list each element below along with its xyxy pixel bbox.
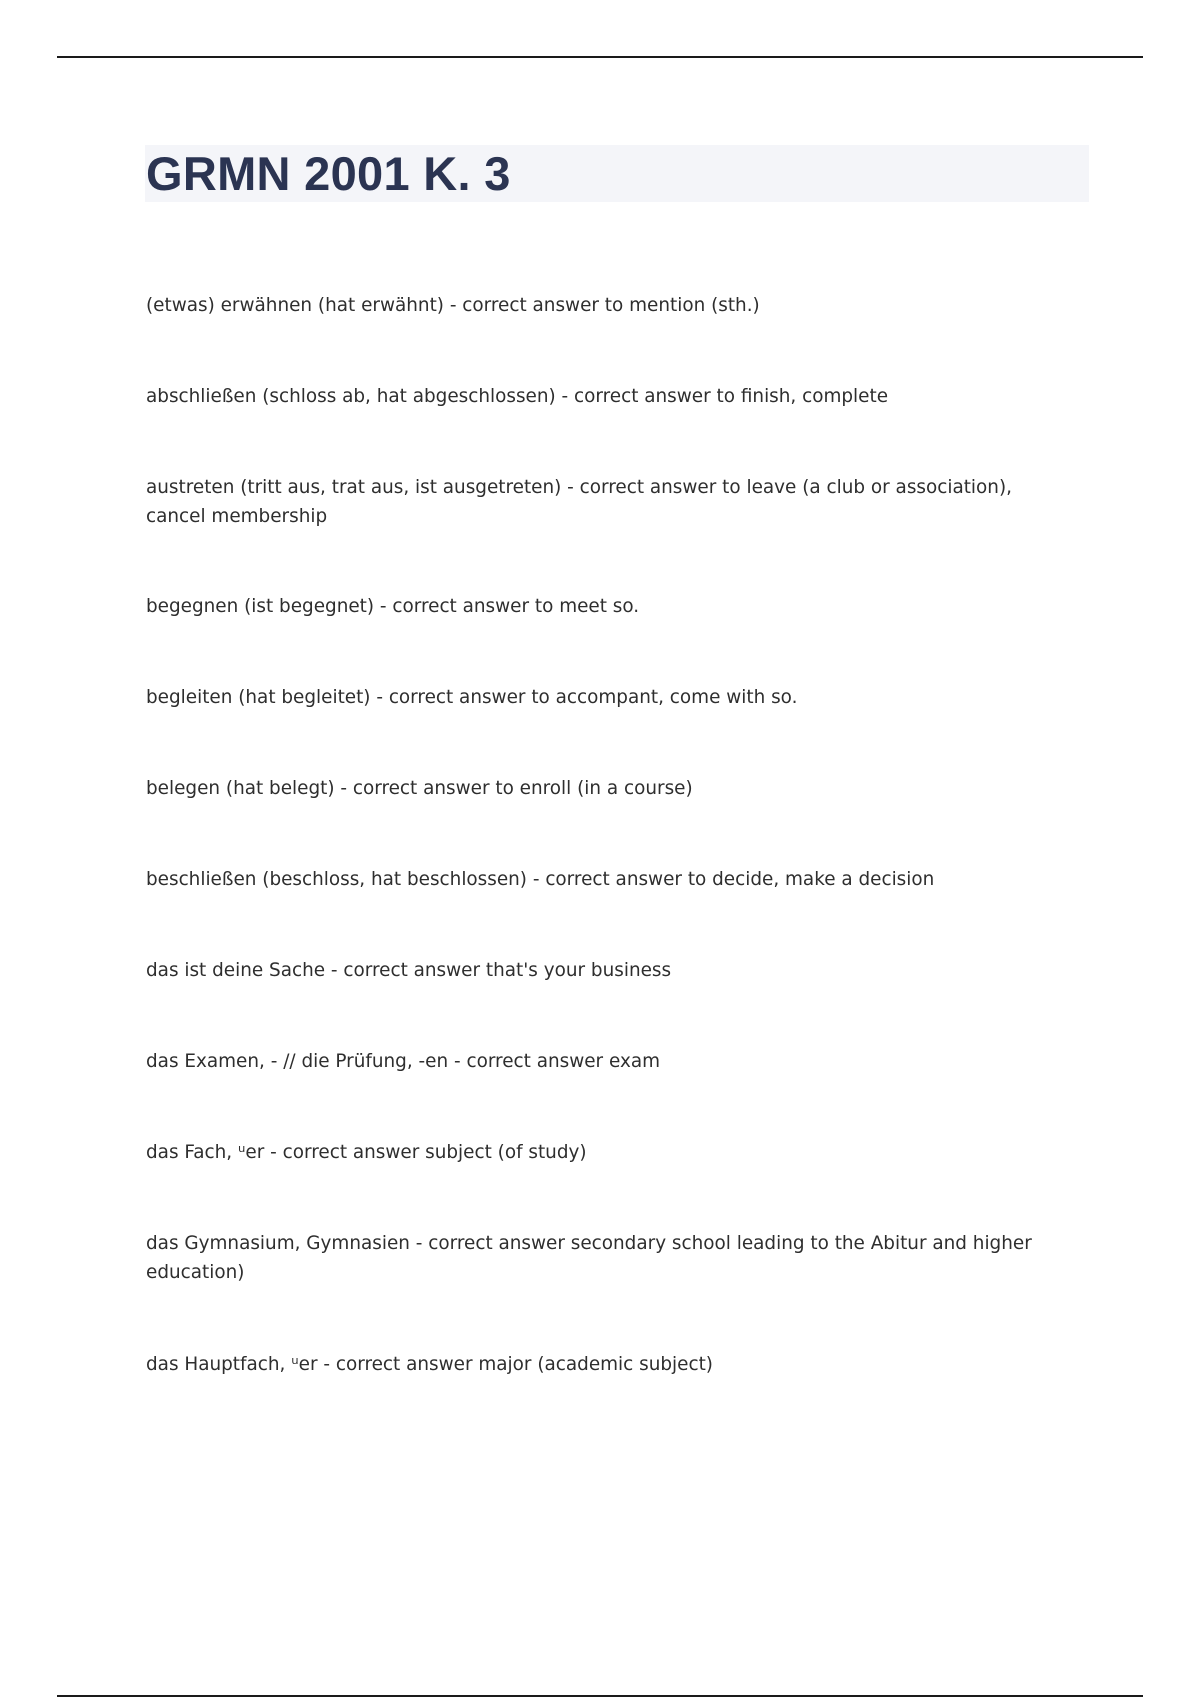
list-item: das Hauptfach, ᵘer - correct answer major (academic subject) [146, 1354, 713, 1375]
list-item: beschließen (beschloss, hat beschlossen) - correct answer to decide, make a decision [146, 869, 935, 890]
page-title: GRMN 2001 K. 3 [146, 147, 511, 200]
list-item: das Fach, ᵘer - correct answer subject (of study) [146, 1142, 587, 1163]
list-item: das Examen, - // die Prüfung, -en - correct answer exam [146, 1051, 661, 1072]
list-item: das ist deine Sache - correct answer that's your business [146, 960, 672, 981]
list-item: begleiten (hat begleitet) - correct answer to accompant, come with so. [146, 687, 798, 708]
list-item: belegen (hat belegt) - correct answer to enroll (in a course) [146, 778, 693, 799]
bottom-divider [57, 1695, 1143, 1697]
list-item: begegnen (ist begegnet) - correct answer to meet so. [146, 596, 640, 617]
list-item: abschließen (schloss ab, hat abgeschlossen) - correct answer to finish, complete [146, 386, 889, 407]
list-item: austreten (tritt aus, trat aus, ist ausgetreten) - correct answer to leave (a club or association), cancel membership [146, 477, 1012, 527]
list-item: (etwas) erwähnen (hat erwähnt) - correct answer to mention (sth.) [146, 295, 760, 316]
top-divider [57, 56, 1143, 58]
list-item: das Gymnasium, Gymnasien - correct answer secondary school leading to the Abitur and higher education) [146, 1233, 1032, 1283]
